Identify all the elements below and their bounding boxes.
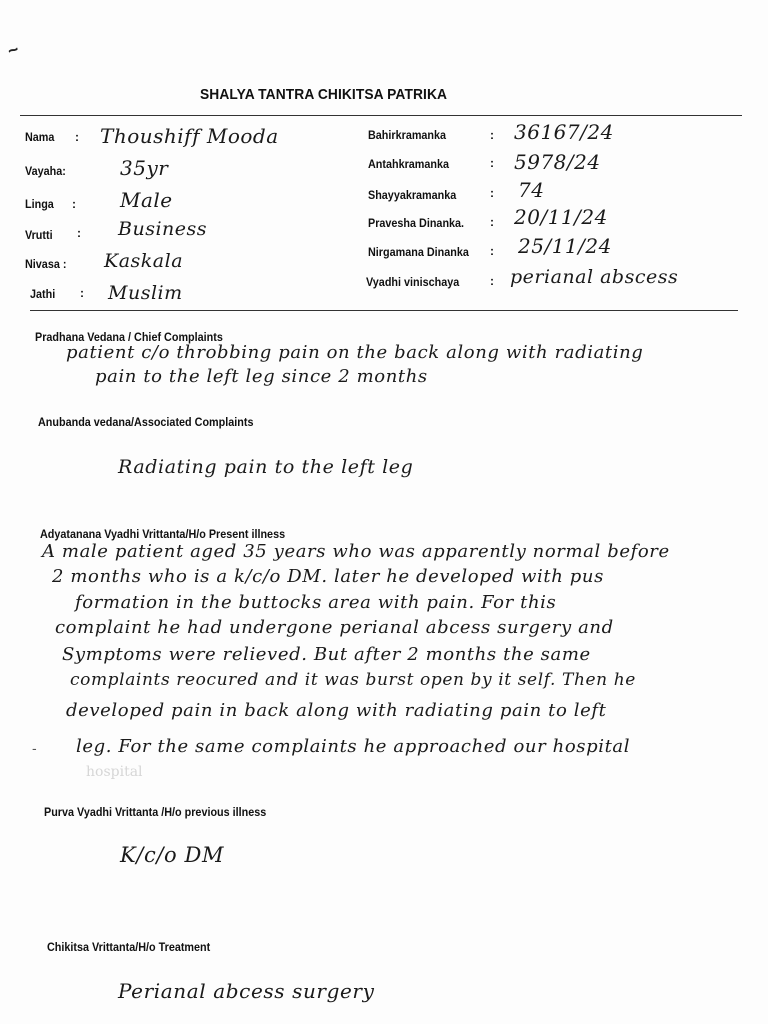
previous-illness-line: K/c/o DM — [120, 843, 225, 867]
field-label-nivasa: Nivasa : — [25, 257, 67, 271]
field-colon: : — [80, 286, 84, 300]
present-illness-line: leg. For the same complaints he approached our hospital — [76, 736, 631, 757]
section-heading-treatment: Chikitsa Vrittanta/H/o Treatment — [47, 940, 211, 954]
field-value-linga: Male — [120, 188, 173, 212]
field-colon: : — [72, 197, 76, 211]
field-value-bahirkramanka: 36167/24 — [514, 120, 614, 144]
header-bottom-divider — [30, 310, 738, 311]
field-label-vyadhi-vinischaya: Vyadhi vinischaya — [366, 275, 460, 289]
field-colon: : — [490, 244, 494, 258]
field-value-vayaha: 35yr — [120, 156, 169, 180]
field-colon: : — [490, 186, 494, 200]
field-label-jathi: Jathi — [30, 287, 56, 301]
pen-mark-icon: ~ — [4, 38, 22, 62]
field-label-nama: Nama — [25, 130, 55, 144]
field-colon: : — [490, 156, 494, 170]
field-value-nama: Thoushiff Mooda — [100, 124, 279, 148]
section-heading-chief-complaints: Pradhana Vedana / Chief Complaints — [35, 330, 223, 344]
form-title: SHALYA TANTRA CHIKITSA PATRIKA — [200, 86, 448, 103]
field-label-bahirkramanka: Bahirkramanka — [368, 128, 447, 142]
field-value-nivasa: Kaskala — [104, 250, 184, 272]
field-label-nirgamana-dinanka: Nirgamana Dinanka — [368, 245, 469, 259]
field-label-linga: Linga — [25, 197, 54, 211]
section-heading-associated-complaints: Anubanda vedana/Associated Complaints — [38, 415, 254, 429]
field-value-vrutti: Business — [118, 218, 208, 240]
associated-complaint-line: Radiating pain to the left leg — [118, 456, 414, 478]
top-divider — [20, 115, 742, 116]
field-value-jathi: Muslim — [108, 282, 183, 304]
treatment-line: Perianal abcess surgery — [118, 979, 375, 1003]
field-value-antahkramanka: 5978/24 — [514, 150, 601, 174]
field-colon: : — [490, 128, 494, 142]
section-heading-previous-illness: Purva Vyadhi Vrittanta /H/o previous illness — [44, 805, 267, 819]
present-illness-line: Symptoms were relieved. But after 2 months the same — [62, 644, 591, 665]
present-illness-line: developed pain in back along with radiating pain to left — [66, 700, 607, 721]
field-label-vayaha: Vayaha: — [25, 164, 66, 178]
field-colon: : — [490, 274, 494, 288]
present-illness-line: 2 months who is a k/c/o DM. later he developed with pus — [52, 566, 604, 587]
field-label-antahkramanka: Antahkramanka — [368, 157, 450, 171]
section-heading-present-illness: Adyatanana Vyadhi Vrittanta/H/o Present illness — [40, 527, 286, 541]
field-colon: : — [77, 226, 81, 240]
field-colon: : — [490, 215, 494, 229]
present-illness-line: formation in the buttocks area with pain. For this — [75, 592, 557, 613]
chief-complaint-line: patient c/o throbbing pain on the back along with radiating — [66, 342, 644, 363]
field-label-shayyakramanka: Shayyakramanka — [368, 188, 457, 202]
present-illness-line: complaints reocured and it was burst open by it self. Then he — [70, 670, 636, 690]
field-value-nirgamana-dinanka: 25/11/24 — [518, 234, 612, 258]
field-value-shayyakramanka: 74 — [518, 178, 545, 202]
field-value-vyadhi-vinischaya: perianal abscess — [510, 266, 679, 288]
faint-bleedthrough-text: hospital — [86, 764, 143, 780]
field-colon: : — [75, 130, 79, 144]
margin-mark-icon: - — [32, 740, 37, 756]
present-illness-line: A male patient aged 35 years who was apparently normal before — [42, 541, 670, 562]
present-illness-line: complaint he had undergone perianal abcess surgery and — [55, 617, 614, 638]
field-label-pravesha-dinanka: Pravesha Dinanka. — [368, 216, 465, 230]
chief-complaint-line: pain to the left leg since 2 months — [95, 366, 428, 387]
field-label-vrutti: Vrutti — [25, 228, 53, 242]
field-value-pravesha-dinanka: 20/11/24 — [514, 205, 608, 229]
